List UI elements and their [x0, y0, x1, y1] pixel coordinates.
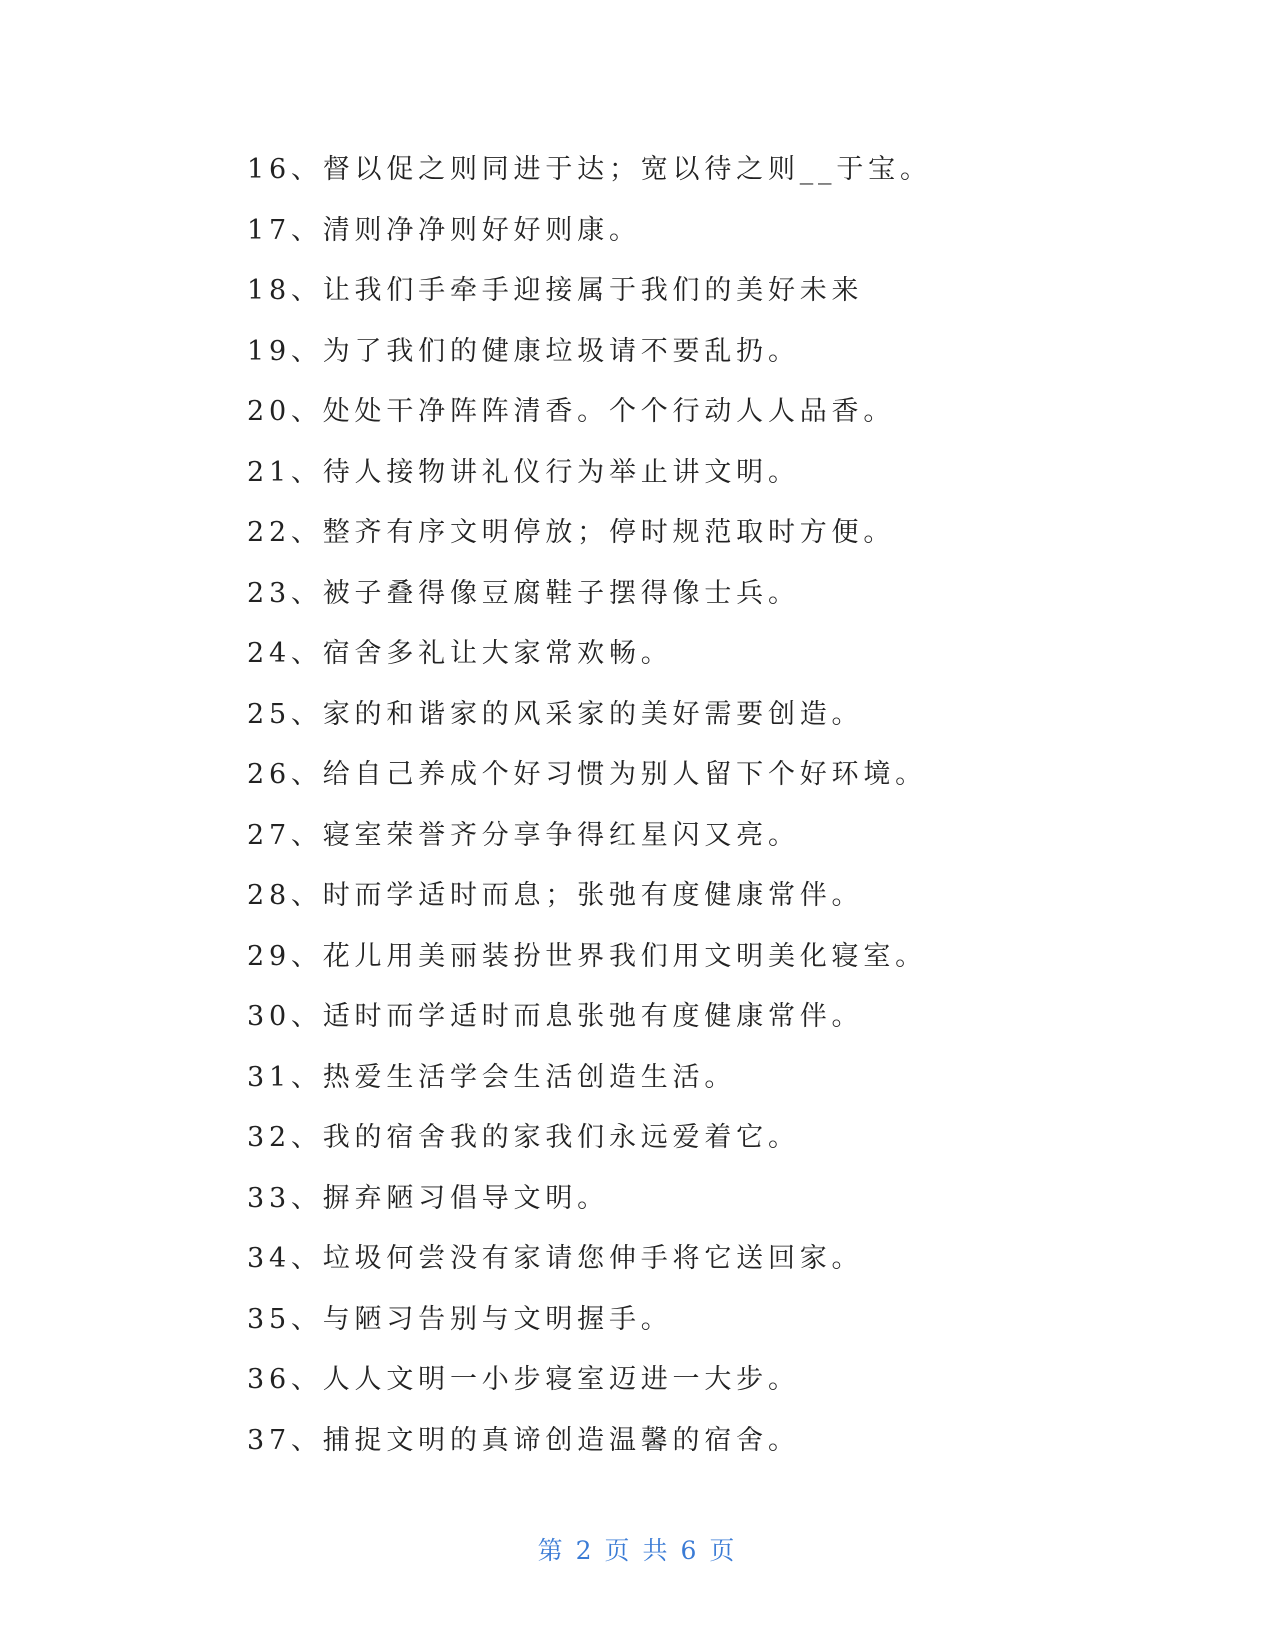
- list-item: 22、整齐有序文明停放；停时规范取时方便。: [247, 517, 896, 548]
- list-item: 26、给自己养成个好习惯为别人留下个好环境。: [247, 759, 927, 790]
- total-pages-number: 6: [680, 1536, 700, 1565]
- list-item: 36、人人文明一小步寝室迈进一大步。: [247, 1364, 800, 1395]
- footer-page-word: 页: [604, 1536, 633, 1565]
- list-item: 30、适时而学适时而息张弛有度健康常伴。: [247, 1001, 864, 1032]
- list-item: 16、督以促之则同进于达；宽以待之则__于宝。: [247, 154, 932, 185]
- list-item: 24、宿舍多礼让大家常欢畅。: [247, 638, 673, 669]
- list-item: 31、热爱生活学会生活创造生活。: [247, 1061, 737, 1093]
- footer-prefix: 第: [537, 1536, 566, 1565]
- footer-total-prefix: 共: [642, 1536, 671, 1565]
- list-item: 18、让我们手牵手迎接属于我们的美好未来: [247, 275, 864, 306]
- list-item: 29、花儿用美丽装扮世界我们用文明美化寝室。: [247, 940, 927, 972]
- list-item: 23、被子叠得像豆腐鞋子摆得像士兵。: [247, 577, 800, 609]
- list-item: 20、处处干净阵阵清香。个个行动人人品香。: [247, 396, 896, 427]
- footer-suffix: 页: [709, 1536, 738, 1565]
- list-item: 34、垃圾何尝没有家请您伸手将它送回家。: [247, 1243, 864, 1274]
- list-item: 21、待人接物讲礼仪行为举止讲文明。: [247, 456, 800, 488]
- current-page-number: 2: [575, 1536, 595, 1565]
- slogan-list: [247, 140, 1147, 1471]
- list-item: 25、家的和谐家的风采家的美好需要创造。: [247, 698, 864, 730]
- list-item: 35、与陋习告别与文明握手。: [247, 1303, 673, 1335]
- list-item: 37、捕捉文明的真谛创造温馨的宿舍。: [247, 1424, 800, 1456]
- list-item: 27、寝室荣誉齐分享争得红星闪又亮。: [247, 819, 800, 851]
- list-item: 33、摒弃陋习倡导文明。: [247, 1182, 609, 1214]
- list-item: 19、为了我们的健康垃圾请不要乱扔。: [247, 335, 800, 367]
- list-item: 17、清则净净则好好则康。: [247, 214, 641, 246]
- list-item: 32、我的宿舍我的家我们永远爱着它。: [247, 1122, 800, 1153]
- list-item: 28、时而学适时而息；张弛有度健康常伴。: [247, 880, 864, 911]
- page-footer: [0, 1531, 1275, 1567]
